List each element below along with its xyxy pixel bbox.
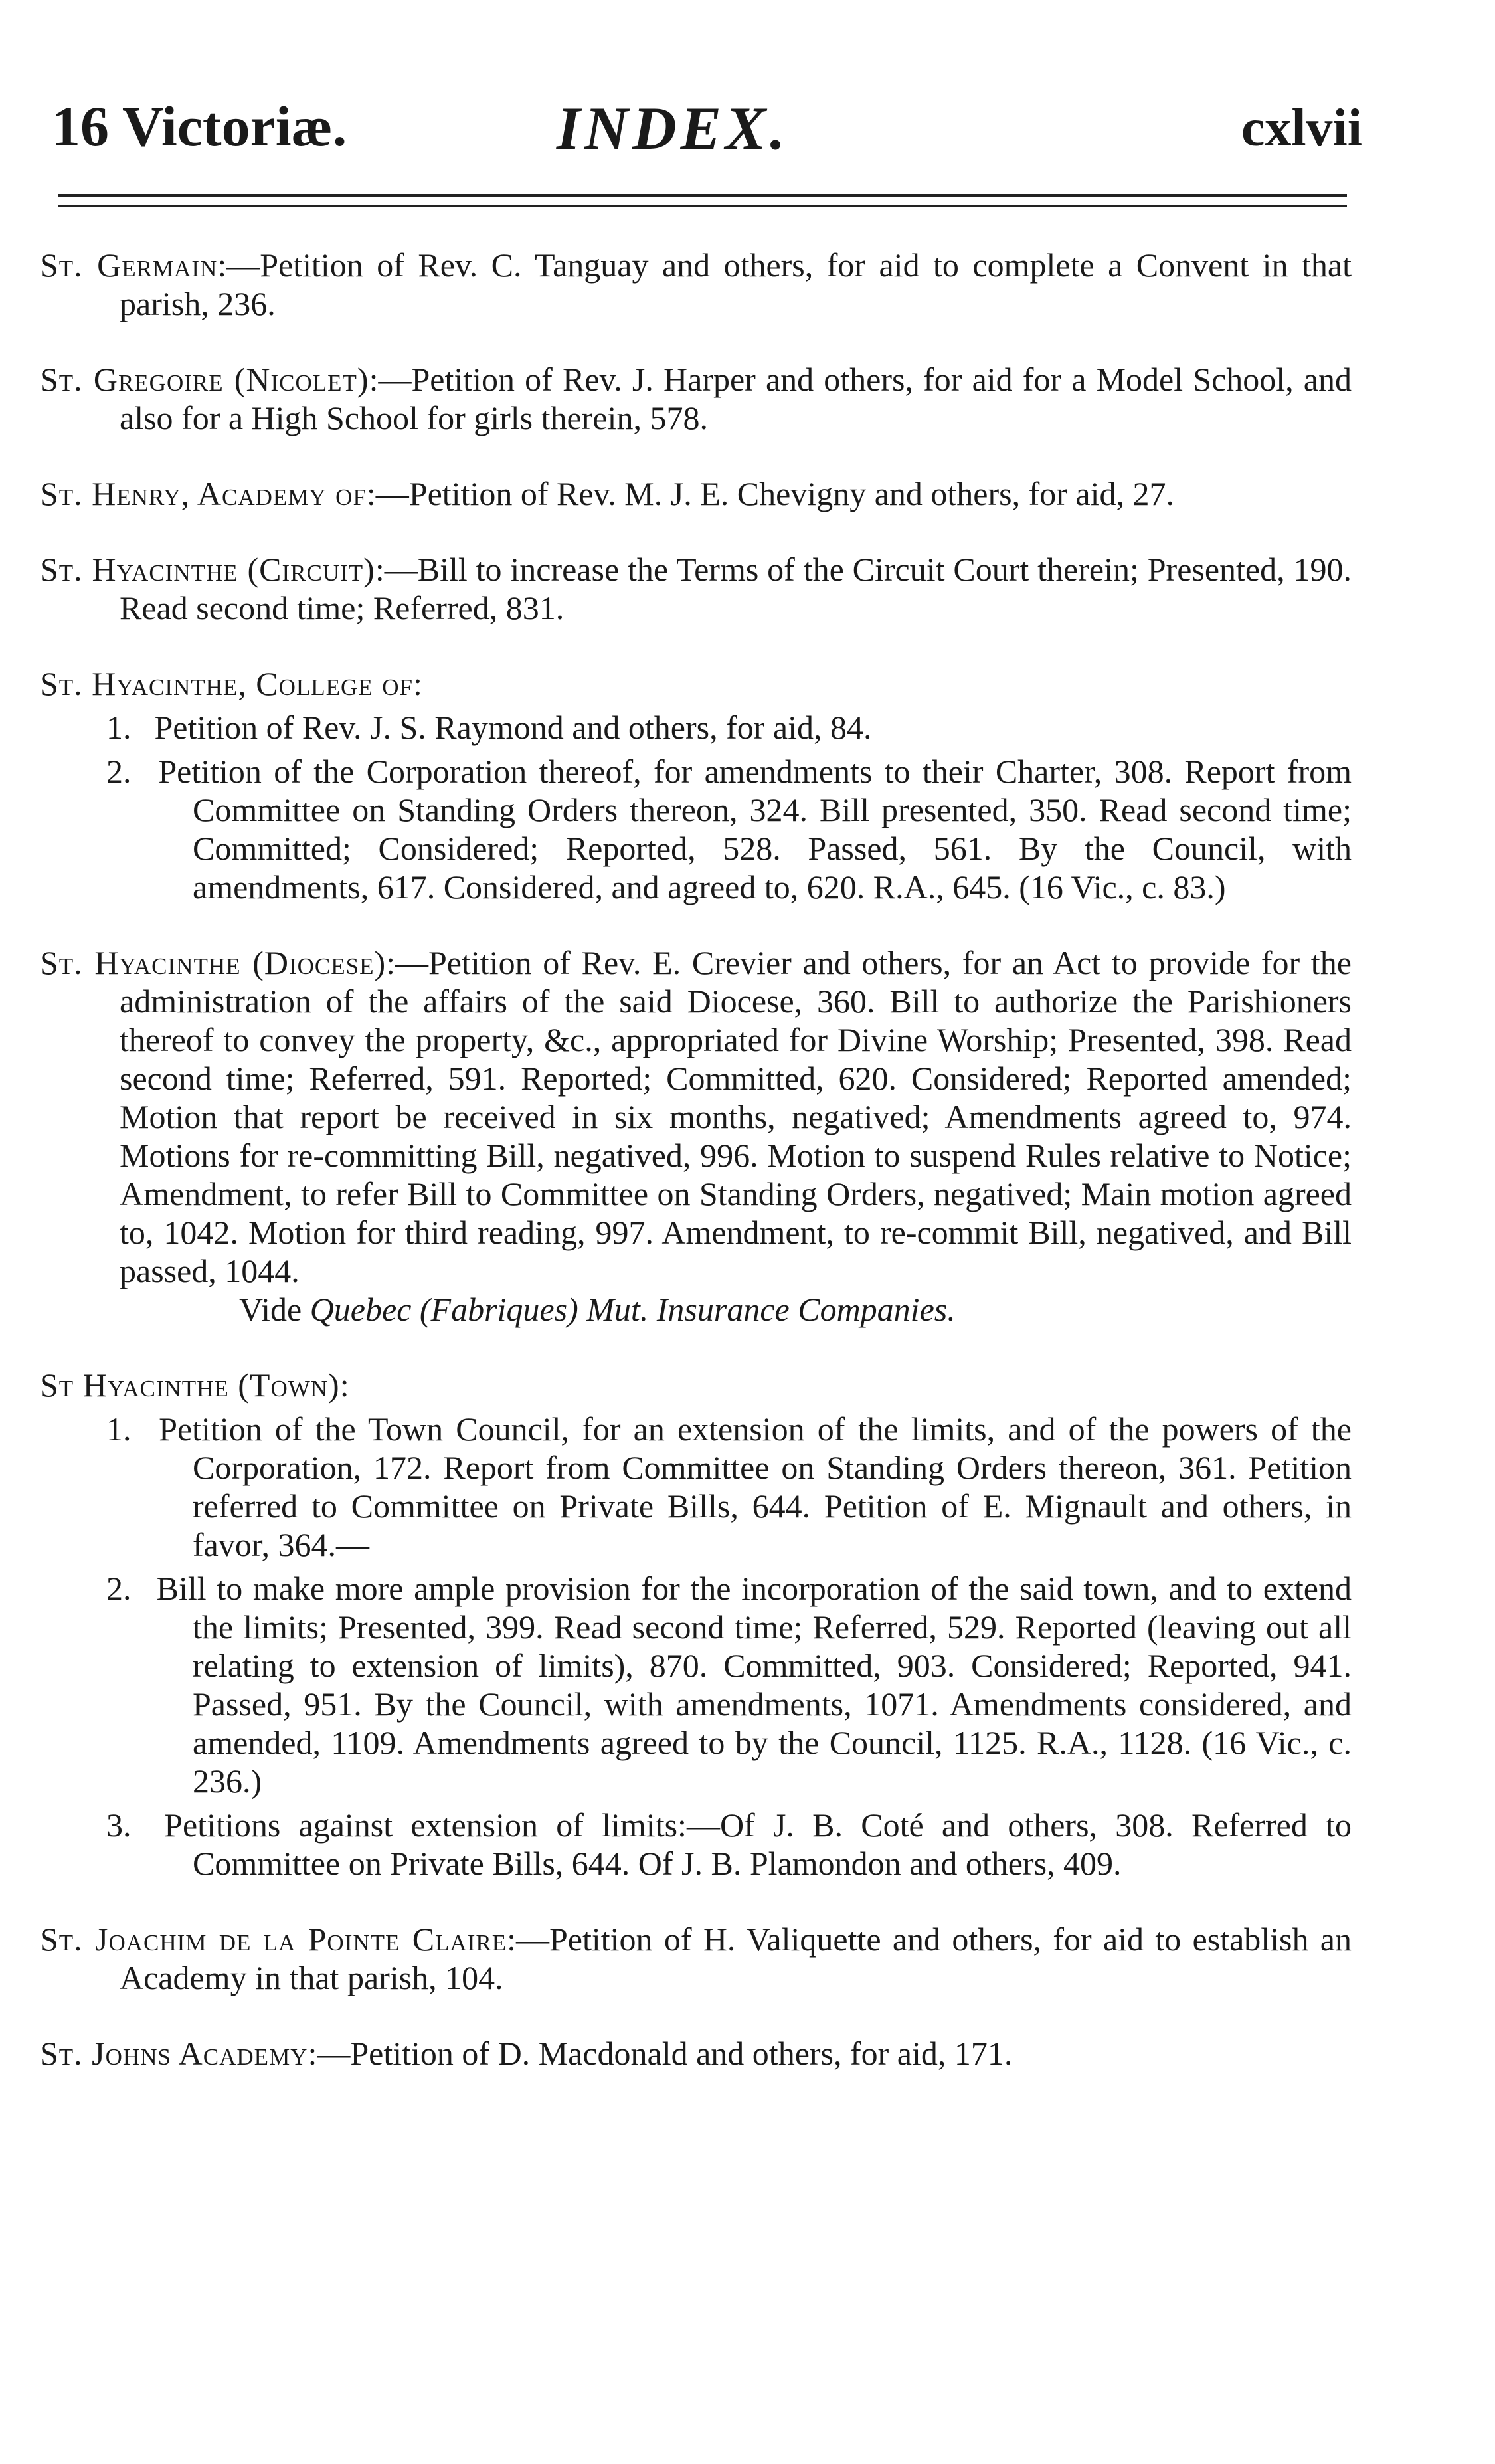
entry-paragraph [40, 474, 1352, 513]
entry-text: :—Bill to increase the Terms of the Circuit Court therein; Presented, 190. Read second time; Referred, 831. [120, 551, 1352, 626]
index-entry [40, 1366, 1352, 1883]
list-item [40, 1806, 1352, 1883]
entry-text: :—Petition of Rev. M. J. E. Chevigny and others, for aid, 27. [366, 475, 1174, 512]
index-entry [40, 474, 1352, 513]
item-text: Petition of the Town Council, for an extension of the limits, and of the powers of the Corporation, 172. Report from Committee on Standing Orders thereon, 361. Petition referred to Committee on Private Bills, 644. Petition of E. Mignault and others, in favor, 364.— [159, 1410, 1352, 1563]
vide-label: Vide [239, 1291, 302, 1328]
vide-target: Quebec (Fabriques) Mut. Insurance Companies. [309, 1291, 956, 1328]
entry-paragraph [40, 2034, 1352, 2073]
header-title: INDEX. [557, 94, 790, 162]
entry-heading: St. Joachim de la Pointe Claire [40, 1921, 507, 1958]
header-session: 16 Victoriæ. [52, 94, 347, 158]
page-header [52, 80, 1362, 173]
entry-text: : [412, 665, 422, 702]
item-number: 3. [106, 1806, 132, 1844]
entry-heading: St. Germain [40, 246, 218, 284]
index-entry [40, 360, 1352, 437]
header-rule-bottom [58, 205, 1347, 207]
entry-text: : [339, 1367, 349, 1404]
entry-text: :—Petition of H. Valiquette and others, for aid to establish an Academy in that parish, 104. [120, 1921, 1352, 1996]
list-item [40, 708, 1352, 747]
entry-text: :—Petition of Rev. J. Harper and others, for aid for a Model School, and also for a High School for girls therein, 578. [120, 361, 1352, 436]
entry-heading: St. Hyacinthe (Diocese) [40, 944, 387, 981]
list-item [40, 1569, 1352, 1800]
entry-paragraph [40, 943, 1352, 1290]
entry-heading: St. Gregoire (Nicolet) [40, 361, 369, 398]
entry-sublist [40, 1410, 1352, 1883]
item-number: 2. [106, 1570, 132, 1607]
entry-paragraph [40, 664, 1352, 703]
index-entry [40, 664, 1352, 906]
header-rule-top [58, 194, 1347, 197]
item-text: Petition of Rev. J. S. Raymond and others, for aid, 84. [154, 709, 872, 746]
entry-paragraph [40, 1920, 1352, 1997]
entry-paragraph [40, 246, 1352, 323]
header-page-number: cxlvii [1241, 99, 1362, 157]
item-text: Petition of the Corporation thereof, for amendments to their Charter, 308. Report from Committee on Standing Orders thereon, 324. Bill presented, 350. Read second time; Committed; Considered; Reported, 528. Passed, 561. By the Council, with amendments, 617. Considered, and agreed to, 620. R.A., 645. (16 Vic., c. 83.) [158, 753, 1352, 905]
index-entries [40, 246, 1352, 2110]
entry-heading: St. Hyacinthe (Circuit) [40, 551, 375, 588]
entry-paragraph [40, 1366, 1352, 1404]
index-entry [40, 943, 1352, 1329]
vide-reference [40, 1290, 1352, 1329]
entry-heading: St. Henry, Academy of [40, 475, 367, 512]
entry-heading: St Hyacinthe (Town) [40, 1367, 340, 1404]
entry-text: :—Petition of Rev. E. Crevier and others, for an Act to provide for the administration of the affairs of the said Diocese, 360. Bill to authorize the Parishioners thereof to convey the property, &c., appropriated for Divine Worship; Presented, 398. Read second time; Referred, 591. Reported; Committed, 620. Considered; Reported amended; Motion that report be received in six months, negatived; Amendments agreed to, 974. Motions for re-committing Bill, negatived, 996. Motion to suspend Rules relative to Notice; Amendment, to refer Bill to Committee on Standing Orders, negatived; Main motion agreed to, 1042. Motion for third reading, 997. Amendment, to re-commit Bill, negatived, and Bill passed, 1044. [120, 944, 1352, 1289]
entry-sublist [40, 708, 1352, 906]
entry-text: :—Petition of Rev. C. Tanguay and others, for aid to complete a Convent in that parish, 236. [120, 246, 1352, 322]
index-entry [40, 1920, 1352, 1997]
entry-paragraph [40, 360, 1352, 437]
index-entry [40, 2034, 1352, 2073]
index-entry [40, 550, 1352, 627]
entry-heading: St. Hyacinthe, College of [40, 665, 413, 702]
item-text: Petitions against extension of limits:—Of J. B. Coté and others, 308. Referred to Committee on Private Bills, 644. Of J. B. Plamondon and others, 409. [164, 1806, 1352, 1882]
entry-heading: St. Johns Academy [40, 2035, 308, 2072]
list-item [40, 752, 1352, 906]
entry-paragraph [40, 550, 1352, 627]
index-entry [40, 246, 1352, 323]
item-text: Bill to make more ample provision for the incorporation of the said town, and to extend the limits; Presented, 399. Read second time; Referred, 529. Reported (leaving out all relating to extension of limits), 870. Committed, 903. Considered; Reported, 941. Passed, 951. By the Council, with amendments, 1071. Amendments considered, and amended, 1109. Amendments agreed to by the Council, 1125. R.A., 1128. (16 Vic., c. 236.) [156, 1570, 1352, 1800]
item-number: 1. [106, 709, 132, 746]
list-item [40, 1410, 1352, 1564]
item-number: 1. [106, 1410, 132, 1448]
entry-text: :—Petition of D. Macdonald and others, for aid, 171. [308, 2035, 1013, 2072]
item-number: 2. [106, 753, 132, 790]
